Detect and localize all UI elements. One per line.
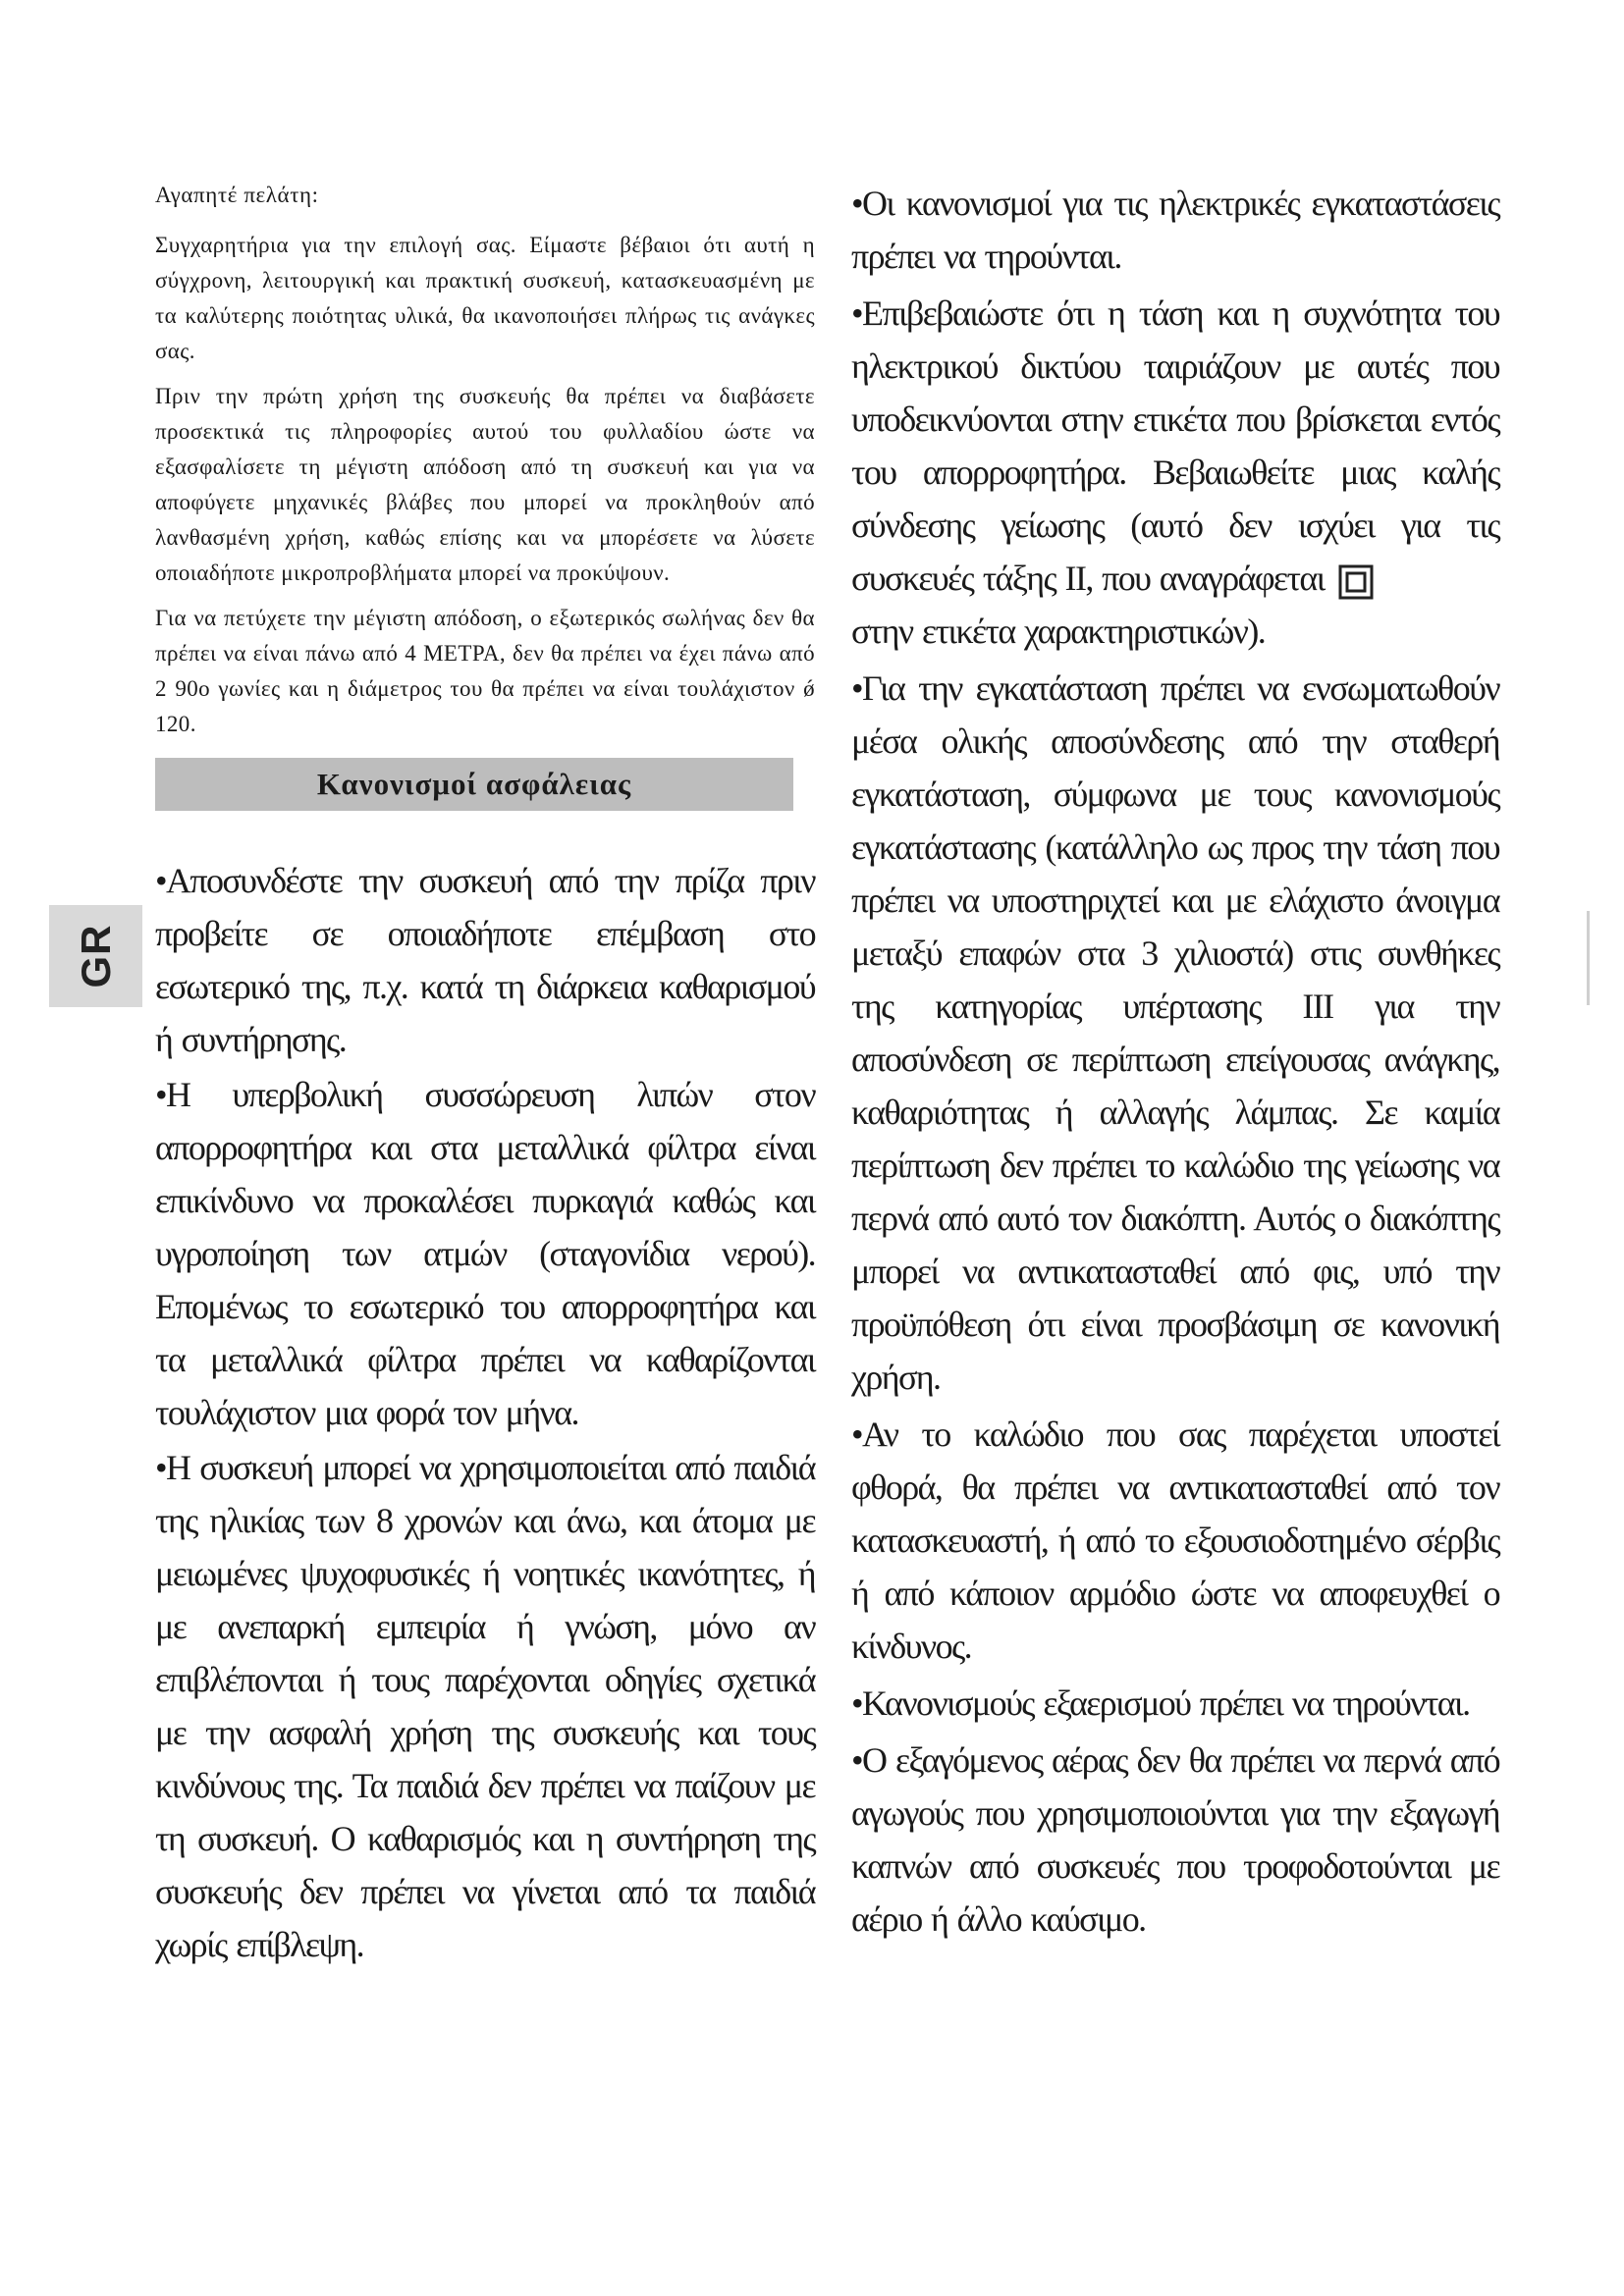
margin-marker [1587,911,1590,1005]
greeting: Αγαπητέ πελάτη: [155,183,319,207]
safety-rule: •Ο εξαγόμενος αέρας δεν θα πρέπει να περνά από αγωγούς που χρησιμοποιούνται για την εξαγωγή καπνών από συσκευές που τροφοδοτούνται με αέριο ή άλλο καύσιμο. [851,1740,1499,1939]
safety-rule: •Κανονισμούς εξαερισμού πρέπει να τηρούνται. [851,1683,1470,1723]
safety-rule: •Για την εγκατάσταση πρέπει να ενσωματωθούν μέσα ολικής αποσύνδεσης από την σταθερή εγκατάσταση, σύμφωνα με τους κανονισμούς εγκατάστασης (κατάλληλο ως προς την τάση που πρέπει να υποστηριχτεί και με ελάχιστο άνοιγμα μεταξύ επαφών στα 3 χιλιοστά) στις συνθήκες της κατηγορίας υπέρτασης ΙΙΙ για την αποσύνδεση σε περίπτωση επείγουσας ανάγκης, καθαριότητας ή αλλαγής λάμπας. Σε καμία περίπτωση δεν πρέπει το καλώδιο της γείωσης να περνά από αυτό τον διακόπτη. Αυτός ο διακόπτης μπορεί να αντικατασταθεί από φις, υπό την προϋπόθεση ότι είναι προσβάσιμη σε κανονική χρήση. [851,668,1499,1397]
safety-rule-text: στην ετικέτα χαρακτηριστικών). [851,612,1266,651]
safety-rule: •Οι κανονισμοί για τις ηλεκτρικές εγκαταστάσεις πρέπει να τηρούνται. [851,184,1499,276]
safety-rule: •Η συσκευή μπορεί να χρησιμοποιείται από παιδιά της ηλικίας των 8 χρονών και άνω, και άτομα με μειωμένες ψυχοφυσικές ή νοητικές ικανότητες, ή με ανεπαρκή εμπειρία ή γνώση, μόνο αν επιβλέπονται ή τους παρέχονται οδηγίες σχετικά με την ασφαλή χρήση της συσκευής και τους κινδύνους της. Τα παιδιά δεν πρέπει να παίζουν με τη συσκευή. Ο καθαρισμός και η συντήρηση της συσκευής δεν πρέπει να γίνεται από τα παιδιά χωρίς επίβλεψη. [155,1448,815,1964]
safety-rule: •Η υπερβολική συσσώρευση λιπών στον απορροφητήρα και στα μεταλλικά φίλτρα είναι επικίνδυνο να προκαλέσει πυρκαγιά καθώς και υγροποίηση των ατμών (σταγονίδια νερού). Επομένως το εσωτερικό του απορροφητήρα και τα μεταλλικά φίλτρα πρέπει να καθαρίζονται τουλάχιστον μια φορά τον μήνα. [155,1075,815,1432]
intro-paragraph: Συγχαρητήρια για την επιλογή σας. Είμαστε βέβαιοι ότι αυτή η σύγχρονη, λειτουργική και πρακτική συσκευή, κατασκευασμένη με τα καλύτερης ποιότητας υλικά, θα ικανοποιήσει πλήρως τις ανάγκες σας. [155,233,815,363]
safety-rule: •Αν το καλώδιο που σας παρέχεται υποστεί φθορά, θα πρέπει να αντικατασταθεί από τον κατασκευαστή, ή από το εξουσιοδοτημένο σέρβις ή από κάποιον αρμόδιο ώστε να αποφευχθεί ο κίνδυνος. [851,1415,1499,1666]
double-square-icon [1338,564,1374,600]
left-column [155,177,815,1973]
language-tab [49,905,142,1007]
safety-rule: •Αποσυνδέστε την συσκευή από την πρίζα πριν προβείτε σε οποιαδήποτε επέμβαση στο εσωτερικό της, π.χ. κατά τη διάρκεια καθαρισμού ή συντήρησης. [155,861,815,1059]
intro-paragraph: Πριν την πρώτη χρήση της συσκευής θα πρέπει να διαβάσετε προσεκτικά τις πληροφορίες αυτού του φυλλαδίου ώστε να εξασφαλίσετε τη μέγιστη απόδοση από τη συσκευή και για να αποφύγετε μηχανικές βλάβες που μπορεί να προκληθούν από λανθασμένη χρήση, καθώς επίσης και να μπορέσετε να λύσετε οποιαδήποτε μικροπροβλήματα μπορεί να προκύψουν. [155,384,815,585]
safety-rule-text: •Επιβεβαιώστε ότι η τάση και η συχνότητα του ηλεκτρικού δικτύου ταιριάζουν με αυτές που υποδεικνύονται στην ετικέτα που βρίσκεται εντός του απορροφητήρα. Βεβαιωθείτε μιας καλής σύνδεσης γείωσης (αυτό δεν ισχύει για τις συσκευές τάξης ΙΙ, που αναγράφεται [851,294,1499,598]
language-tab-label: GR [72,924,119,988]
safety-rule [851,287,1499,658]
safety-heading: Κανονισμοί ασφάλειας [155,758,793,811]
right-column [851,177,1499,1949]
intro-paragraph: Για να πετύχετε την μέγιστη απόδοση, ο εξωτερικός σωλήνας δεν θα πρέπει να είναι πάνω από 4 ΜΕΤΡΑ, δεν θα πρέπει να έχει πάνω από 2 90ο γωνίες και η διάμετρος του θα πρέπει να είναι τουλάχιστον ǿ 120. [155,606,815,736]
